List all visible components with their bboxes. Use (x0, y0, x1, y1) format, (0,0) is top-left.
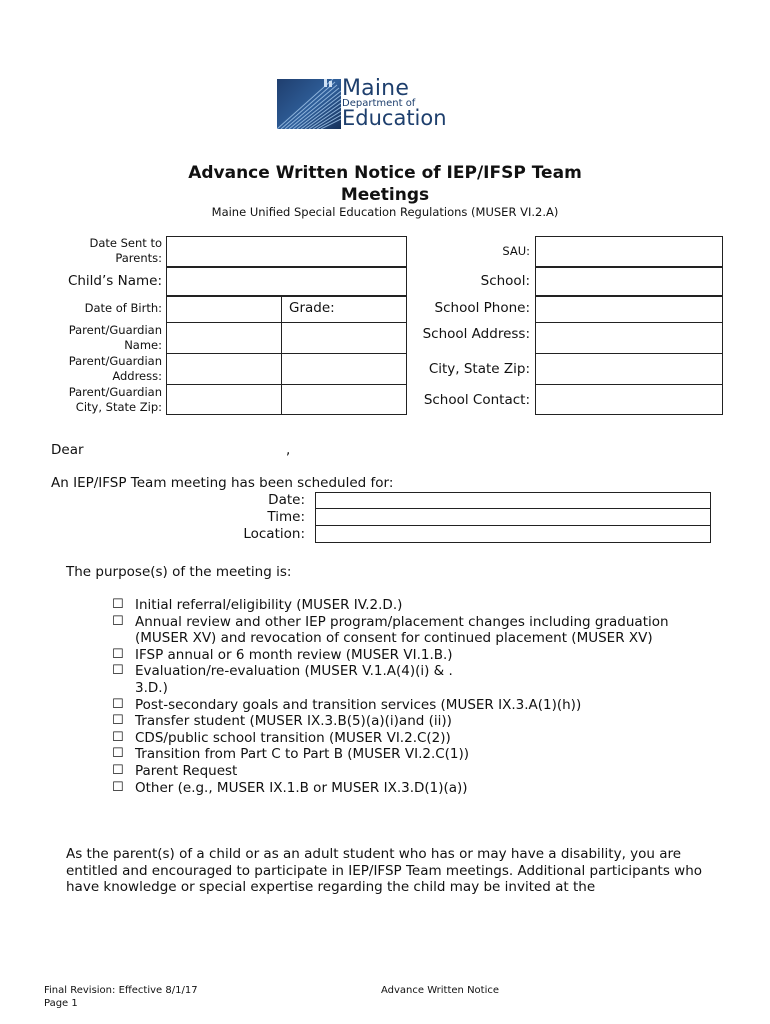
purpose-item (112, 697, 695, 714)
footer-page-number: Page 1 (44, 998, 78, 1009)
footer-revision: Final Revision: Effective 8/1/17 (44, 985, 198, 996)
purpose-item (112, 663, 695, 696)
purpose-item (112, 647, 695, 664)
rights-paragraph: As the parent(s) of a child or as an adult student who has or may have a disability, you are entitled and encouraged to participate in IEP/IFSP Team meetings. Additional participants who have knowledge or special expertise regarding the child may be invited at the (66, 846, 703, 895)
checkbox-icon[interactable]: ☐ (112, 597, 124, 612)
childs-name-field[interactable] (166, 267, 407, 296)
meeting-time-label: Time: (267, 509, 305, 525)
dob-field[interactable] (166, 296, 282, 323)
logo-text-education: Education (342, 106, 447, 130)
purpose-item-label: Transfer student (MUSER IX.3.B(5)(a)(i)and (ii)) (135, 713, 452, 730)
document-title: Advance Written Notice of IEP/IFSP Team Meetings (188, 163, 582, 205)
grade-label: Grade: (289, 300, 335, 316)
purpose-item-label: CDS/public school transition (MUSER VI.2.C(2)) (135, 729, 451, 746)
city-state-zip-field[interactable] (535, 353, 723, 385)
checkbox-icon[interactable]: ☐ (112, 713, 124, 729)
meeting-location-label: Location: (243, 526, 305, 542)
city-state-zip-label: City, State Zip: (428, 361, 530, 377)
checkbox-icon[interactable]: ☐ (112, 613, 124, 629)
meeting-date-label: Date: (268, 492, 305, 508)
purpose-item (112, 780, 695, 797)
checkbox-icon[interactable]: ☐ (112, 696, 124, 712)
school-contact-label: School Contact: (423, 392, 530, 408)
maine-doe-logo-mark (277, 79, 341, 129)
sau-label: SAU: (502, 244, 530, 258)
logo-text-department: Department of (342, 98, 416, 109)
parent-name-label: Parent/Guardian Name: (68, 323, 162, 352)
purpose-item-label: Transition from Part C to Part B (MUSER VI.2.C(1)) (135, 746, 470, 763)
purpose-item (112, 614, 695, 647)
parent-name-field[interactable] (166, 322, 282, 354)
checkbox-icon[interactable]: ☐ (112, 779, 124, 795)
school-label: School: (480, 273, 530, 289)
footer-center-title: Advance Written Notice (381, 985, 500, 996)
school-address-label: School Address: (422, 326, 530, 342)
logo-text-maine: Maine (342, 76, 410, 101)
scheduled-heading: An IEP/IFSP Team meeting has been scheduled for: (51, 475, 394, 491)
checkbox-icon[interactable]: ☐ (112, 762, 124, 778)
school-field[interactable] (535, 267, 723, 296)
purpose-item (112, 746, 695, 763)
purpose-item-label: Annual review and other IEP program/placement changes including graduation (MUSER XV) and revocation of consent for continued placement (MUSER XV) (135, 613, 669, 647)
purpose-item-label: Post-secondary goals and transition services (MUSER IX.3.A(1)(h)) (135, 696, 582, 713)
purpose-item-label: Parent Request (135, 762, 238, 779)
parent-address-field[interactable] (166, 353, 282, 385)
purpose-item (112, 763, 695, 780)
checkbox-icon[interactable]: ☐ (112, 729, 124, 745)
school-phone-field[interactable] (535, 296, 723, 323)
checkbox-icon[interactable]: ☐ (112, 746, 124, 762)
purpose-item-label: Initial referral/eligibility (MUSER IV.2.D.) (135, 597, 403, 613)
school-phone-label: School Phone: (434, 300, 530, 316)
parent-city-field-2[interactable] (281, 384, 407, 415)
purpose-heading: The purpose(s) of the meeting is: (66, 564, 292, 580)
purpose-item-label: IFSP annual or 6 month review (MUSER VI.1.B.) (135, 646, 453, 663)
purpose-item-label: Other (e.g., MUSER IX.1.B or MUSER IX.3.D(1)(a)) (135, 779, 468, 796)
date-sent-label: Date Sent to Parents: (89, 236, 162, 265)
purpose-item (112, 597, 695, 614)
date-sent-field[interactable] (166, 236, 407, 267)
school-address-field[interactable] (535, 322, 723, 354)
dear-salutation: Dear (51, 442, 84, 458)
parent-city-field[interactable] (166, 384, 282, 415)
parent-city-label: Parent/Guardian City, State Zip: (68, 385, 162, 414)
meeting-time-field[interactable] (315, 508, 711, 526)
dear-comma: , (286, 442, 291, 458)
meeting-location-field[interactable] (315, 525, 711, 543)
document-subtitle: Maine Unified Special Education Regulations (MUSER VI.2.A) (211, 205, 559, 219)
purpose-item-label: Evaluation/re-evaluation (MUSER V.1.A(4)(i) & . 3.D.) (135, 663, 453, 696)
purpose-checklist (112, 597, 695, 796)
meeting-date-field[interactable] (315, 492, 711, 509)
checkbox-icon[interactable]: ☐ (112, 646, 124, 662)
childs-name-label: Child’s Name: (67, 273, 162, 289)
checkbox-icon[interactable]: ☐ (112, 663, 124, 679)
purpose-item (112, 730, 695, 747)
sau-field[interactable] (535, 236, 723, 267)
dob-label: Date of Birth: (84, 301, 162, 315)
parent-name-field-2[interactable] (281, 322, 407, 354)
purpose-item (112, 713, 695, 730)
parent-address-field-2[interactable] (281, 353, 407, 385)
parent-address-label: Parent/Guardian Address: (68, 354, 162, 383)
school-contact-field[interactable] (535, 384, 723, 415)
